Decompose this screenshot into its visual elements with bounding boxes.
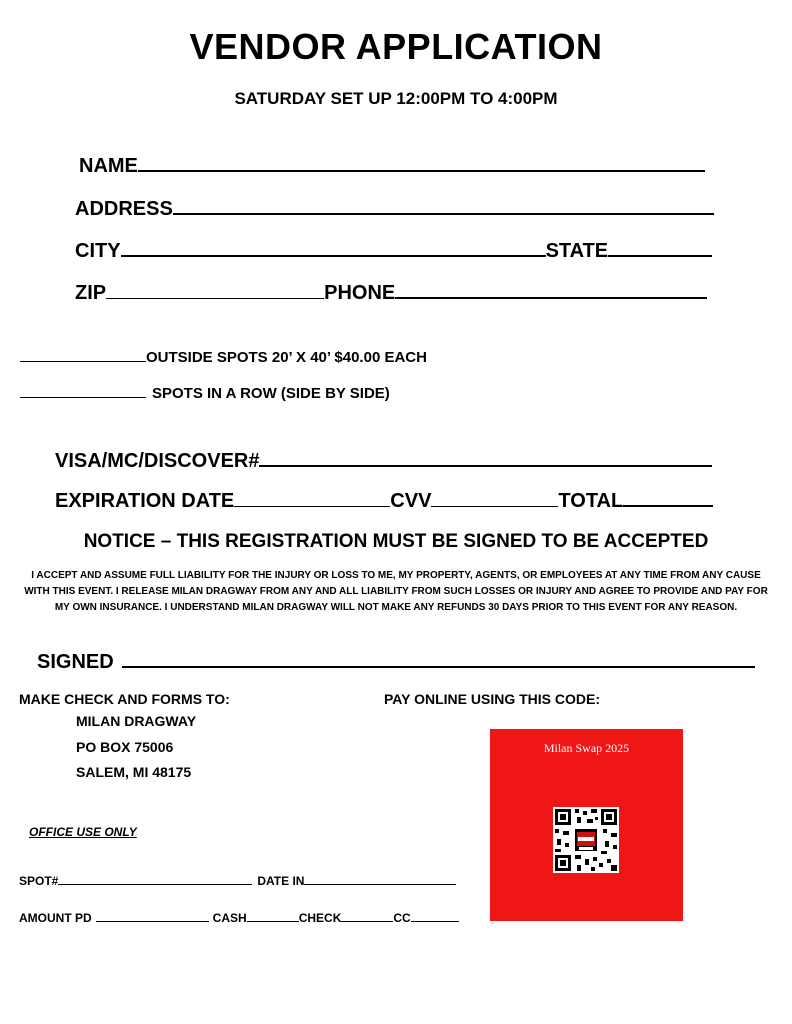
cvv-label: CVV bbox=[390, 490, 432, 512]
signature-row bbox=[37, 651, 755, 674]
zip-input-line[interactable] bbox=[106, 298, 324, 299]
card-number-input-line[interactable] bbox=[259, 465, 712, 467]
spot-date-row bbox=[19, 874, 456, 888]
address-input-line[interactable] bbox=[173, 213, 714, 215]
expiration-label: EXPIRATION DATE bbox=[55, 490, 235, 512]
phone-input-line[interactable] bbox=[395, 297, 707, 299]
outside-spots-row bbox=[20, 349, 427, 366]
check-label: CHECK bbox=[298, 911, 342, 925]
setup-time: SATURDAY SET UP 12:00PM TO 4:00PM bbox=[234, 89, 558, 108]
name-input-line[interactable] bbox=[138, 170, 705, 172]
mail-to-city: SALEM, MI 48175 bbox=[76, 764, 192, 780]
row-spots-quantity-line[interactable] bbox=[20, 397, 146, 398]
cc-line[interactable] bbox=[411, 921, 459, 922]
office-use-heading: OFFICE USE ONLY bbox=[29, 825, 137, 839]
amount-paid-line[interactable] bbox=[96, 921, 209, 922]
name-label: NAME bbox=[79, 155, 138, 177]
expiration-row bbox=[55, 490, 713, 513]
mail-to-name: MILAN DRAGWAY bbox=[76, 713, 197, 729]
signature-input-line[interactable] bbox=[122, 666, 755, 668]
date-in-line[interactable] bbox=[304, 884, 456, 885]
name-row bbox=[79, 155, 705, 178]
city-row bbox=[75, 240, 712, 263]
cash-line[interactable] bbox=[247, 921, 299, 922]
qr-code-card[interactable] bbox=[490, 729, 683, 921]
zip-label: ZIP bbox=[75, 282, 107, 304]
mail-to-heading: MAKE CHECK AND FORMS TO: bbox=[19, 691, 230, 707]
outside-spots-quantity-line[interactable] bbox=[20, 361, 146, 362]
outside-spots-label: OUTSIDE SPOTS 20’ X 40’ $40.00 EACH bbox=[146, 349, 427, 366]
check-line[interactable] bbox=[341, 921, 393, 922]
amount-paid-label: AMOUNT PD bbox=[19, 911, 92, 925]
signature-notice: NOTICE – THIS REGISTRATION MUST BE SIGNED TO BE ACCEPTED bbox=[83, 531, 709, 552]
card-number-label: VISA/MC/DISCOVER# bbox=[55, 450, 260, 472]
expiration-input-line[interactable] bbox=[234, 506, 390, 507]
spot-number-label: SPOT# bbox=[19, 874, 59, 888]
mail-to-pobox: PO BOX 75006 bbox=[76, 739, 174, 755]
address-row bbox=[75, 198, 714, 221]
zip-row bbox=[75, 282, 707, 305]
date-in-label: DATE IN bbox=[257, 874, 305, 888]
pay-online-heading: PAY ONLINE USING THIS CODE: bbox=[384, 691, 600, 707]
cvv-input-line[interactable] bbox=[431, 506, 558, 507]
total-input-line[interactable] bbox=[623, 505, 713, 507]
signed-label: SIGNED bbox=[37, 651, 114, 673]
page-title: VENDOR APPLICATION bbox=[189, 26, 603, 67]
qr-caption: Milan Swap 2025 bbox=[543, 741, 630, 755]
city-input-line[interactable] bbox=[121, 255, 546, 257]
state-input-line[interactable] bbox=[608, 255, 712, 257]
row-spots-label: SPOTS IN A ROW (SIDE BY SIDE) bbox=[152, 385, 390, 402]
amount-row bbox=[19, 911, 459, 925]
qr-code-icon[interactable] bbox=[553, 807, 619, 873]
city-label: CITY bbox=[75, 240, 121, 262]
qr-code-graphic bbox=[553, 807, 619, 873]
spot-number-line[interactable] bbox=[58, 884, 252, 885]
state-label: STATE bbox=[545, 240, 609, 262]
card-number-row bbox=[55, 450, 712, 473]
phone-label: PHONE bbox=[324, 282, 396, 304]
total-label: TOTAL bbox=[558, 490, 624, 512]
row-spots-row bbox=[20, 385, 390, 402]
liability-disclaimer: I ACCEPT AND ASSUME FULL LIABILITY FOR THE INJURY OR LOSS TO ME, MY PROPERTY, AGENTS, OR EMPLOYEES AT ANY TIME FROM ANY CAUSE WITH THIS EVENT. I RELEASE MILAN DRAGWAY FROM ANY AND ALL LIABILITY FROM SUCH LOSSES OR INJURY AND AGREE TO PROVIDE AND PAY FOR MY OWN INSURANCE. I UNDERSTAND MILAN DRAGWAY WILL NOT MAKE ANY REFUNDS 30 DAYS PRIOR TO THIS EVENT FOR ANY REASON. bbox=[24, 570, 768, 613]
cc-label: CC bbox=[393, 911, 411, 925]
cash-label: CASH bbox=[212, 911, 247, 925]
address-label: ADDRESS bbox=[75, 198, 173, 220]
